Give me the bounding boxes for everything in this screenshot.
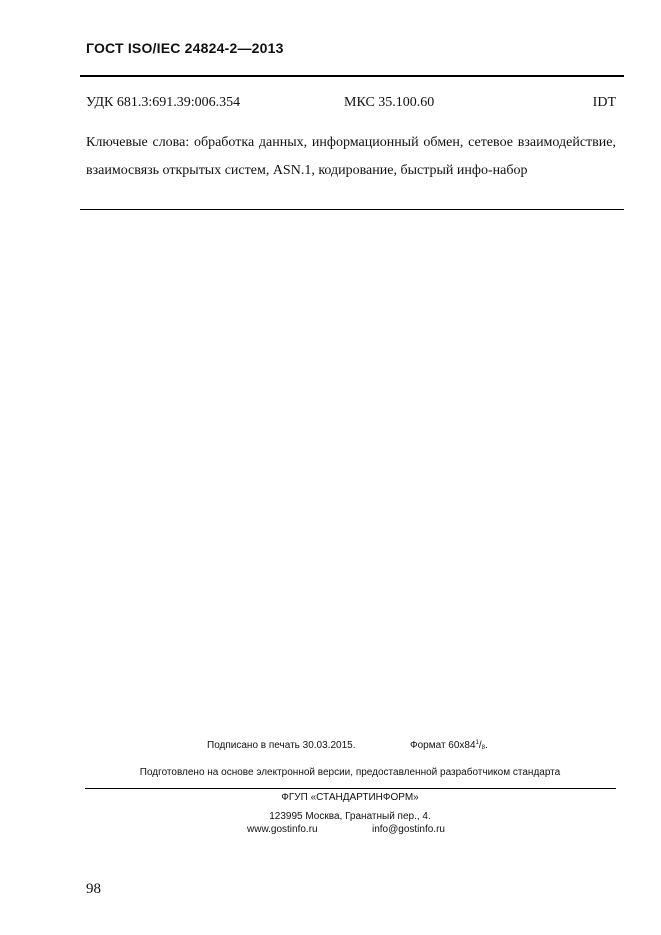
website-link[interactable]: www.gostinfo.ru: [247, 824, 318, 835]
format-denominator: 8: [481, 745, 486, 751]
imprint-divider: [85, 788, 616, 789]
udk-code: УДК 681.3:691.39:006.354: [86, 95, 241, 110]
format-slash: /: [478, 740, 482, 751]
publisher-address: 123995 Москва, Гранатный пер., 4.: [269, 811, 431, 822]
format-suffix: .: [485, 740, 488, 751]
page-number: 98: [86, 881, 101, 897]
publisher-name: ФГУП «СТАНДАРТИНФОРМ»: [281, 792, 419, 803]
mks-code: МКС 35.100.60: [344, 95, 435, 110]
prepared-note: Подготовлено на основе электронной версии, предоставленной разработчиком стандарта: [139, 767, 561, 778]
keywords-divider: [80, 209, 624, 210]
standard-title: ГОСТ ISO/IEC 24824-2—2013: [86, 40, 284, 56]
keywords-paragraph: Ключевые слова: обработка данных, информационный обмен, сетевое взаимодействие, взаимосвязь открытых систем, ASN.1, кодирование, быстрый инфо-набор: [86, 135, 616, 178]
email-link[interactable]: info@gostinfo.ru: [372, 824, 445, 835]
paper-format: [410, 740, 488, 751]
signed-date: Подписано в печать 30.03.2015.: [207, 740, 356, 751]
idt-label: IDT: [592, 95, 616, 110]
format-prefix: Формат 60x84: [410, 740, 476, 751]
header-divider: [80, 75, 624, 77]
format-numerator: 1: [475, 740, 479, 746]
